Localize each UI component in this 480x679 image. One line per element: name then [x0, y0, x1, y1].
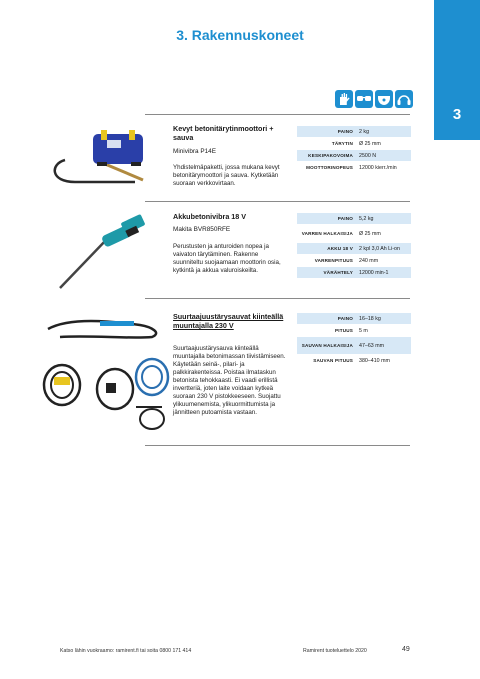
spec-row: [297, 213, 411, 225]
spec-row: [297, 325, 411, 337]
product-image-vibrator-hoses: [40, 307, 170, 437]
spec-value: Ø 25 mm: [356, 225, 411, 243]
section-tab: [434, 0, 480, 140]
ppe-icons: [335, 90, 413, 108]
spec-key: PAINO: [297, 126, 356, 138]
spec-key: SAUVAN HALKAISIJA: [297, 337, 356, 355]
spec-row: [297, 243, 411, 255]
spec-value: 2 kpl 3,0 Ah Li-on: [356, 243, 411, 255]
spec-value: 5,2 kg: [356, 213, 411, 225]
divider: [145, 114, 410, 115]
spec-table: [297, 126, 411, 174]
spec-row: [297, 162, 411, 174]
spec-value: 12000 min-1: [356, 267, 411, 279]
product-model: Makita BVR850RFE: [173, 226, 231, 233]
spec-row: [297, 150, 411, 162]
spec-row: [297, 313, 411, 325]
spec-value: Ø 25 mm: [356, 138, 411, 150]
spec-table: [297, 213, 411, 279]
spec-row: [297, 126, 411, 138]
spec-key: AKKU 18 V: [297, 243, 356, 255]
spec-row: [297, 225, 411, 243]
spec-key: SAUVAN PITUUS: [297, 355, 356, 367]
product-description: Suurtaajuustärysauva kiinteällä muuntajalla betonimassan tiivistämiseen. Käytetään seinä-, pilari- ja palkkirakenteissa. Poistaa ilmataskun betonista tehokkaasti. Ei vaadi erillistä invertteriä, joten laite voidaan kytkeä suoraan 230 V pistokkeeseen. Suojattu ylikuumenemista, ylikuormittumista ja jännitteen putoamista vastaan.: [173, 345, 286, 416]
product-description: Perustusten ja anturoiden nopea ja vaivaton tärytäminen. Rakenne suunniteltu suojaamaan moottorin osia, kytkintä ja akkua valuroiskeilta.: [173, 243, 281, 274]
spec-row: [297, 138, 411, 150]
hearing-protection-icon: [395, 90, 413, 108]
page-title: 3. Rakennuskoneet: [176, 27, 304, 43]
spec-table: [297, 313, 411, 367]
divider: [145, 445, 410, 446]
safety-glasses-icon: [355, 90, 373, 108]
divider: [145, 298, 410, 299]
product-model: Minivibra P14E: [173, 148, 216, 155]
spec-key: MOOTTORINOPEUS: [297, 162, 356, 174]
spec-row: [297, 267, 411, 279]
footer-catalog: Ramirent tuoteluettelo 2020: [303, 648, 367, 654]
spec-value: 47–63 mm: [356, 337, 411, 355]
divider: [145, 201, 410, 202]
gloves-icon: [335, 90, 353, 108]
spec-key: PAINO: [297, 213, 356, 225]
product-name: Kevyt betonitärytinmoottori + sauva: [173, 124, 274, 142]
spec-key: PAINO: [297, 313, 356, 325]
footer-contact: Katso lähin vuokraamo: ramirent.fi tai soita 0800 171 414: [60, 648, 192, 654]
product-name: Suurtaajuustärysauvat kiinteällä muuntajalla 230 V: [173, 312, 284, 330]
spec-value: 2 kg: [356, 126, 411, 138]
spec-row: [297, 355, 411, 367]
spec-key: VARREN HALKAISIJA: [297, 225, 356, 243]
spec-value: 12000 kierr./min: [356, 162, 411, 174]
product-name: Akkubetonivibra 18 V: [173, 212, 247, 221]
spec-value: 380–410 mm: [356, 355, 411, 367]
spec-key: PITUUS: [297, 325, 356, 337]
product-description: Yhdistelmäpaketti, jossa mukana kevyt betonitärymoottori ja sauva. Kytketään suoraan verkkovirtaan.: [173, 164, 280, 187]
mask-icon: [375, 90, 393, 108]
spec-key: KESKIPAKOVOIMA: [297, 150, 356, 162]
spec-key: TÄRYTIN: [297, 138, 356, 150]
spec-row: [297, 337, 411, 355]
spec-row: [297, 255, 411, 267]
spec-value: 2500 N: [356, 150, 411, 162]
product-image-minivibra: [45, 124, 165, 190]
section-tab-number: 3: [452, 106, 462, 123]
page-number: 49: [402, 646, 410, 653]
spec-value: 5 m: [356, 325, 411, 337]
product-image-makita: [50, 210, 160, 290]
spec-value: 16–18 kg: [356, 313, 411, 325]
spec-key: VARRENPITUUS: [297, 255, 356, 267]
spec-key: VÄRÄHTELY: [297, 267, 356, 279]
spec-value: 240 mm: [356, 255, 411, 267]
